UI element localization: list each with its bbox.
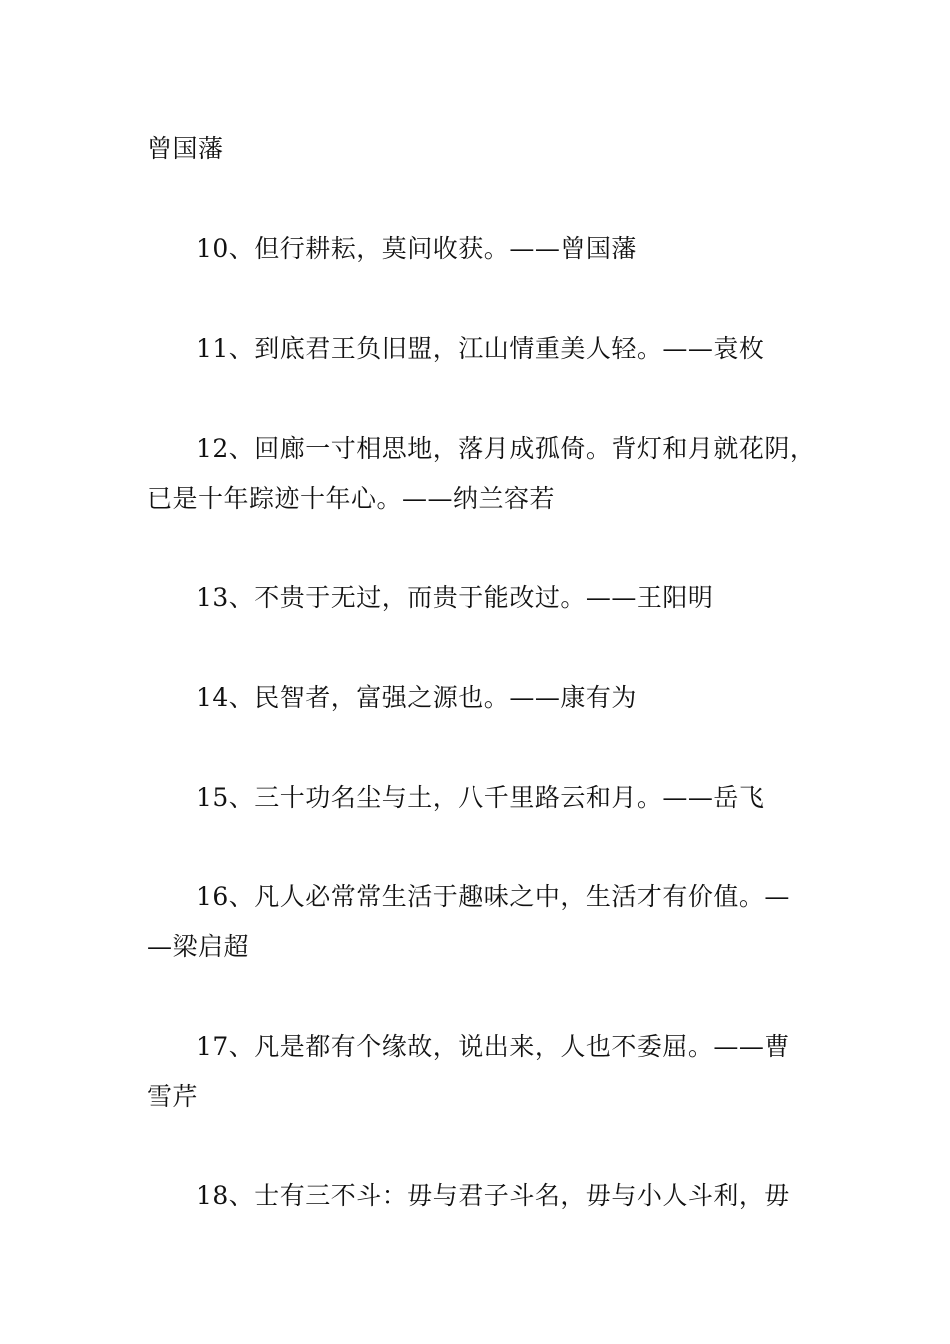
quote-11: 11、到底君王负旧盟，江山情重美人轻。——袁枚 bbox=[196, 334, 765, 363]
quote-10: 10、但行耕耘，莫问收获。——曾国藩 bbox=[196, 234, 637, 263]
quote-16-line-2: —梁启超 bbox=[147, 932, 250, 961]
quote-18-line-1: 18、士有三不斗：毋与君子斗名，毋与小人斗利，毋 bbox=[196, 1181, 790, 1210]
quote-13: 13、不贵于无过，而贵于能改过。——王阳明 bbox=[196, 583, 714, 612]
quote-16-line-1: 16、凡人必常常生活于趣味之中，生活才有价值。— bbox=[196, 882, 790, 911]
text-line: 曾国藩 bbox=[147, 134, 224, 163]
quote-17-line-2: 雪芹 bbox=[147, 1082, 199, 1111]
quote-17-line-1: 17、凡是都有个缘故，说出来，人也不委屈。——曹 bbox=[196, 1032, 790, 1061]
quote-12-line-1: 12、回廊一寸相思地，落月成孤倚。背灯和月就花阴， bbox=[196, 434, 816, 463]
quote-14: 14、民智者，富强之源也。——康有为 bbox=[196, 683, 637, 712]
quote-15: 15、三十功名尘与土，八千里路云和月。——岳飞 bbox=[196, 783, 765, 812]
quote-12-line-2: 已是十年踪迹十年心。——纳兰容若 bbox=[147, 484, 556, 513]
